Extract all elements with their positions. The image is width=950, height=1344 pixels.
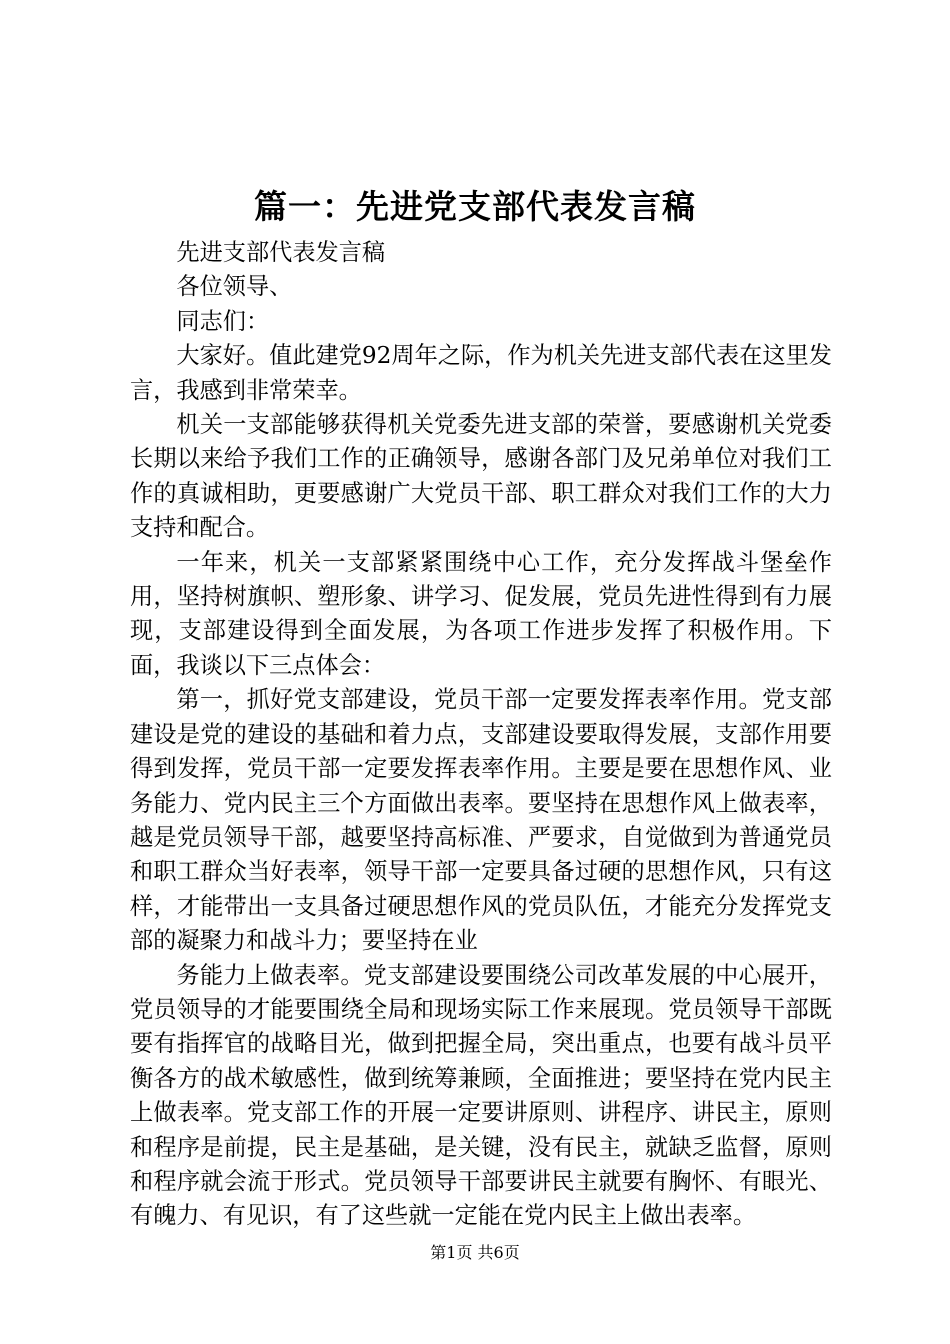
- page-footer: 第1页 共6页: [430, 1243, 520, 1262]
- paragraph-point-one-continued: 务能力上做表率。党支部建设要围绕公司改革发展的中心展开，党员领导的才能要围绕全局和现场实际工作来展现。党员领导干部既要有指挥官的战略目光，做到把握全局，突出重点，也要有战斗员平衡各方的战术敏感性，做到统筹兼顾，全面推进；要坚持在党内民主上做表率。党支部工作的开展一定要讲原则、讲程序、讲民主，原则和程序是前提，民主是基础，是关键，没有民主，就缺乏监督，原则和程序就会流于形式。党员领导干部要讲民主就要有胸怀、有眼光、有魄力、有见识，有了这些就一定能在党内民主上做出表率。: [130, 961, 832, 1230]
- paragraph-salutation-leaders: 各位领导、: [176, 273, 293, 301]
- paragraph-greeting: 大家好。值此建党92周年之际，作为机关先进支部代表在这里发言，我感到非常荣幸。: [130, 342, 832, 404]
- paragraph-thanks: 机关一支部能够获得机关党委先进支部的荣誉，要感谢机关党委长期以来给予我们工作的正确领导，感谢各部门及兄弟单位对我们工作的真诚相助，更要感谢广大党员干部、职工群众对我们工作的大力支持和配合。: [130, 411, 832, 542]
- paragraph-salutation-comrades: 同志们：: [176, 307, 270, 335]
- document-body: [130, 236, 832, 1234]
- document-title: 篇一：先进党支部代表发言稿: [254, 187, 696, 226]
- paragraph-point-one: 第一，抓好党支部建设，党员干部一定要发挥表率作用。党支部建设是党的建设的基础和着力点，支部建设要取得发展，支部作用要得到发挥，党员干部一定要发挥表率作用。主要是要在思想作风、业务能力、党内民主三个方面做出表率。要坚持在思想作风上做表率，越是党员领导干部，越要坚持高标准、严要求，自觉做到为普通党员和职工群众当好表率，领导干部一定要具备过硬的思想作风，只有这样，才能带出一支具备过硬思想作风的党员队伍，才能充分发挥党支部的凝聚力和战斗力；要坚持在业: [130, 686, 832, 955]
- paragraph-heading: 先进支部代表发言稿: [176, 239, 386, 266]
- paragraph-year-review: 一年来，机关一支部紧紧围绕中心工作，充分发挥战斗堡垒作用，坚持树旗帜、塑形象、讲学习、促发展，党员先进性得到有力展现，支部建设得到全面发展，为各项工作进步发挥了积极作用。下面，我谈以下三点体会：: [130, 548, 832, 679]
